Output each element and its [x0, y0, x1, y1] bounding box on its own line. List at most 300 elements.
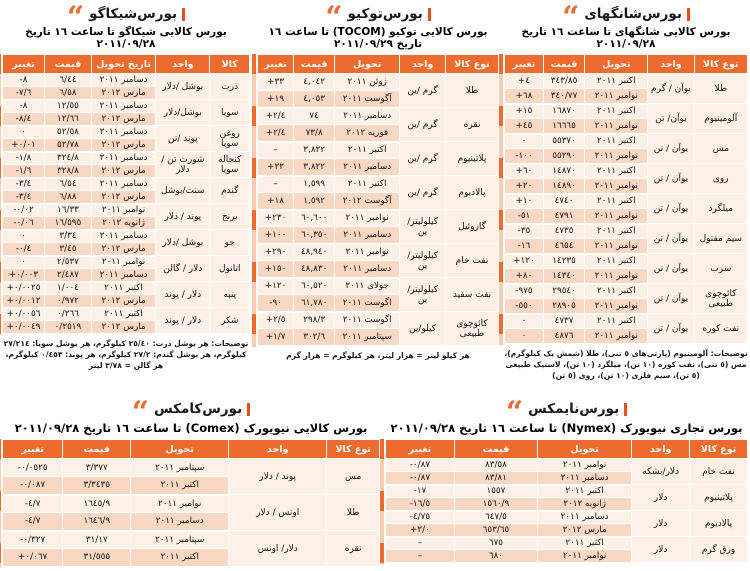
- table-row: [386, 511, 748, 524]
- header-rule: [247, 403, 250, 416]
- change-cell: -٣/٤: [3, 178, 45, 191]
- delivery-cell: دسامبر ٢٠١١: [538, 472, 632, 485]
- unit-cell: دلار/ اونس: [229, 531, 327, 567]
- column-header: قیمت: [294, 55, 335, 74]
- price-cell: ١٢/٥٥: [45, 100, 92, 113]
- table-row: [3, 178, 250, 191]
- unit-cell: دلار: [632, 537, 690, 563]
- change-cell: +١٨: [258, 193, 294, 210]
- commodity-cell: گندم: [210, 178, 250, 204]
- change-cell: +٦٨: [505, 89, 544, 104]
- delivery-cell: جولای ٢٠١١: [335, 278, 400, 295]
- change-cell: +٠/٠٠٤٩: [3, 321, 45, 334]
- price-cell: ٢/٥٣٧: [45, 256, 92, 269]
- price-cell: ٦٨٠: [454, 550, 537, 563]
- delivery-cell: اکتبر ٢٠١١: [131, 477, 229, 495]
- change-cell: -٨: [3, 100, 45, 113]
- commodity-table-nymex: [385, 439, 748, 564]
- unit-cell: گرم /ین: [400, 142, 446, 176]
- column-header: تحویل: [538, 440, 632, 459]
- change-cell: –: [386, 550, 455, 563]
- price-cell: ١٦/٥٩٥: [45, 217, 92, 230]
- change-cell: +٢٩٠: [258, 244, 294, 261]
- price-cell: ٦٤٧/٥: [454, 511, 537, 524]
- delivery-cell: ژانویه ٢٠١٢: [91, 217, 155, 230]
- table-row: [386, 485, 748, 498]
- delivery-cell: نوامبر ٢٠١١: [585, 89, 648, 104]
- commodity-cell: روغن سویا: [210, 126, 250, 152]
- change-cell: +٢٠: [505, 179, 544, 194]
- delivery-cell: دسامبر ٢٠١١: [91, 100, 155, 113]
- table-row: [258, 278, 499, 295]
- commodity-cell: نفت کوره: [694, 314, 747, 344]
- delivery-cell: اگوست ٢٠١١: [335, 295, 400, 312]
- change-cell: -٤/٧: [3, 495, 63, 513]
- price-cell: ٦٠,٥٢٠: [294, 278, 335, 295]
- exchange-nymex: [385, 395, 748, 564]
- column-header-row: [505, 55, 748, 74]
- price-cell: ٦١,٧٨٠: [294, 295, 335, 312]
- change-cell: +١٢٠: [258, 278, 294, 295]
- price-cell: ٣٢٨/٨: [45, 165, 92, 178]
- delivery-cell: اکتبر ٢٠١١: [585, 194, 648, 209]
- price-cell: ٢/٤٨٧: [45, 269, 92, 282]
- unit-cell: یوآن / تن: [648, 134, 694, 164]
- commodity-cell: روی: [694, 164, 747, 194]
- delivery-cell: ژانویه ٢٠١٢: [538, 498, 632, 511]
- section-title: بورس‌شیکاگو: [89, 6, 178, 22]
- commodity-cell: طلا: [327, 495, 380, 531]
- change-cell: -٠/٣٢٧: [3, 531, 63, 549]
- unit-cell: سنت/بوشل: [156, 178, 210, 204]
- header-rule: [624, 403, 627, 416]
- quote-icon: “: [505, 395, 524, 430]
- delivery-cell: مارس ٢٠١٢: [91, 87, 155, 100]
- table-row: [505, 254, 748, 269]
- accent-strip: [0, 54, 1, 335]
- change-cell: ٠: [505, 329, 544, 344]
- price-cell: ٤٨٧٦: [543, 329, 584, 344]
- delivery-cell: دسامبر ٢٠١١: [335, 159, 400, 176]
- delivery-cell: سپتامبر ٢٠١١: [131, 531, 229, 549]
- column-header: کالا: [210, 55, 250, 74]
- change-cell: +٢٢: [258, 159, 294, 176]
- delivery-cell: اکتبر ٢٠١١: [538, 537, 632, 550]
- column-header: تغییر: [258, 55, 294, 74]
- price-cell: ٣/٤٥: [45, 243, 92, 256]
- exchange-chicago: [2, 0, 250, 372]
- delivery-cell: اکتبر ٢٠١١: [585, 104, 648, 119]
- table-row: [3, 282, 250, 295]
- section-title: بورس‌شانگهای: [584, 6, 682, 22]
- table-title: بورس کالایی شانگهای تا ساعت ١٦ تاریخ ٢٠١١/٠٩/٢٨: [521, 26, 731, 50]
- header-rule: [182, 8, 185, 21]
- delivery-cell: اکتبر ٢٠١١: [585, 74, 648, 89]
- delivery-cell: اکتبر ٢٠١١: [585, 314, 648, 329]
- price-cell: ٦٥٣/٦٥: [454, 524, 537, 537]
- unit-cell: کیلولیتر/ ین: [400, 244, 446, 278]
- price-cell: ٤٨,٨٣٠: [294, 261, 335, 278]
- delivery-cell: آگوست ٢٠١٢: [335, 193, 400, 210]
- column-header-row: [3, 440, 380, 459]
- commodity-cell: آلومینیوم: [694, 104, 747, 134]
- change-cell: +٢/٠: [386, 524, 455, 537]
- unit-cell: گرم /ین: [400, 74, 446, 108]
- column-header: واحد: [400, 55, 446, 74]
- change-cell: –: [258, 142, 294, 159]
- commodity-cell: ذرت: [210, 74, 250, 100]
- price-cell: ١٥٥٧: [454, 485, 537, 498]
- header-rule: [428, 8, 431, 21]
- delivery-cell: نوامبر ٢٠١١: [585, 209, 648, 224]
- table-row: [258, 176, 499, 193]
- change-cell: +١٠: [505, 194, 544, 209]
- delivery-cell: مارس ٢٠١٢: [91, 295, 155, 308]
- change-cell: -٠/٠٥٢٥: [3, 459, 63, 477]
- column-header: قیمت: [543, 55, 584, 74]
- unit-cell: گرم /ین: [400, 176, 446, 210]
- change-cell: +١/٧: [258, 329, 294, 346]
- delivery-cell: نوامبر ٢٠١١: [585, 149, 648, 164]
- table-row: [505, 224, 748, 239]
- price-cell: ٢٩٨/٣: [294, 312, 335, 329]
- commodity-table-tokyo: [257, 54, 499, 347]
- column-header: تحویل: [335, 55, 400, 74]
- section-header-chicago: [2, 0, 250, 35]
- commodity-cell: نفت خام: [445, 244, 498, 278]
- price-cell: ٦/٥٤: [45, 178, 92, 191]
- change-cell: -٠/٠٢: [3, 204, 45, 217]
- column-header: قیمت: [45, 55, 92, 74]
- delivery-cell: نوامبر ٢٠١١: [335, 210, 400, 227]
- price-cell: ٤٨,٩٤٠: [294, 244, 335, 261]
- delivery-cell: دسامبر ٢٠١١: [91, 126, 155, 139]
- delivery-cell: نوامبر ٢٠١١: [538, 550, 632, 563]
- table-row: [3, 100, 250, 113]
- table-row: [505, 284, 748, 299]
- unit-cell: کیلولیتر/ ین: [400, 210, 446, 244]
- column-header: نوع کالا: [327, 440, 380, 459]
- change-cell: -١٠٠: [505, 149, 544, 164]
- table-row: [386, 537, 748, 550]
- price-cell: ١٤٢٣٥: [543, 254, 584, 269]
- column-header: تحویل: [585, 55, 648, 74]
- price-cell: ٤,٠٤٢: [294, 74, 335, 91]
- price-cell: ٠/٩٧٢: [45, 295, 92, 308]
- price-cell: ١/٠٠٤: [45, 282, 92, 295]
- unit-cell: یوآن / تن: [648, 164, 694, 194]
- delivery-cell: مارس ٢٠١٢: [91, 321, 155, 334]
- commodity-cell: مس: [327, 459, 380, 495]
- table-footnote: توضیحات: هر بوشل ذرت: ٢٥/٤٠ کیلوگرم، هر بوشل سویا: ٢٧/٢١٤ کیلوگرم، هر بوشل گندم: ٢٧/٢ کیلوگرم، هر پوند: ٠/٤٥٣ کیلوگرم، هر گالن = ٣/٧٨ لیتر: [3, 338, 249, 371]
- change-cell: +١٥٠: [258, 261, 294, 278]
- price-cell: ٤٧٣٥: [543, 224, 584, 239]
- commodity-cell: پلاتینیوم: [690, 485, 748, 511]
- table-row: [3, 74, 250, 87]
- table-row: [3, 495, 380, 513]
- column-header-row: [386, 440, 748, 459]
- commodity-cell: پالادیوم: [690, 511, 748, 537]
- price-cell: ٣,٨٢٢: [294, 142, 335, 159]
- change-cell: +٢/٤: [258, 125, 294, 142]
- unit-cell: بوشل /دلار: [156, 230, 210, 256]
- section-title: بورس‌کامکس: [154, 401, 243, 417]
- column-header: واحد: [648, 55, 694, 74]
- price-cell: ٦٠,٣٥٠: [294, 227, 335, 244]
- change-cell: +٤: [505, 74, 544, 89]
- price-cell: ١٦/٣٣: [45, 204, 92, 217]
- change-cell: –: [386, 537, 455, 550]
- price-cell: ٦/٥٨: [45, 87, 92, 100]
- section-header-tokyo: [257, 0, 499, 35]
- change-cell: ٠: [3, 230, 45, 243]
- unit-cell: پوند / دلار: [156, 204, 210, 230]
- exchange-shanghai: [504, 0, 748, 382]
- delivery-cell: دسامبر ٢٠١١: [335, 108, 400, 125]
- commodity-cell: نقره: [445, 108, 498, 142]
- unit-cell: دلار: [632, 511, 690, 537]
- change-cell: ٠: [505, 314, 544, 329]
- price-cell: ٣/٣٧٧: [63, 459, 131, 477]
- commodity-cell: نقره: [327, 531, 380, 567]
- delivery-cell: اکتبر ٢٠١١: [335, 142, 400, 159]
- commodity-cell: نفت سفید: [445, 278, 498, 312]
- delivery-cell: نوامبر ٢٠١١: [538, 459, 632, 472]
- section-header-shanghai: [504, 0, 748, 35]
- column-header: واحد: [632, 440, 690, 459]
- delivery-cell: اکتبر ٢٠١١: [585, 164, 648, 179]
- price-cell: ١٥٦٠/٩: [454, 498, 537, 511]
- price-cell: ٥٢/٥٨: [45, 126, 92, 139]
- column-header-row: [3, 55, 250, 74]
- unit-cell: پوند /تن: [156, 126, 210, 152]
- commodity-cell: مس: [694, 134, 747, 164]
- change-cell: -٣/٤: [3, 191, 45, 204]
- commodity-cell: اتانول: [210, 256, 250, 282]
- change-cell: -١٦: [505, 239, 544, 254]
- table-row: [505, 74, 748, 89]
- table-title: بورس تجاری نیویورک (Nymex) تا ساعت ١٦ تاریخ ٢٠١١/٠٩/٢٨: [390, 421, 743, 435]
- table-row: [258, 210, 499, 227]
- price-cell: ٣٤٣/٨٥: [543, 74, 584, 89]
- unit-cell: شورت تن /دلار: [156, 152, 210, 178]
- delivery-cell: نوامبر ٢٠١١: [585, 179, 648, 194]
- column-header: تحویل: [131, 440, 229, 459]
- delivery-cell: نوامبر ٢٠١١: [585, 119, 648, 134]
- delivery-cell: مارس ٢٠١٢: [91, 165, 155, 178]
- column-header: نوع کالا: [445, 55, 498, 74]
- price-cell: ٨٣/٥٨: [454, 459, 537, 472]
- unit-cell: یوآن / تن: [648, 284, 694, 314]
- delivery-cell: مارس ٢٠١٢: [91, 243, 155, 256]
- delivery-cell: دسامبر ٢٠١١: [91, 178, 155, 191]
- price-cell: ٦٠,٦٠٠: [294, 210, 335, 227]
- unit-cell: کیلو/ین: [400, 312, 446, 346]
- price-cell: ١٢/٦٦: [45, 113, 92, 126]
- commodity-cell: پنبه: [210, 282, 250, 308]
- commodity-cell: پلاتینیوم: [445, 142, 498, 176]
- delivery-cell: دسامبر ٢٠١١: [91, 269, 155, 282]
- delivery-cell: اکتبر ٢٠١١: [91, 308, 155, 321]
- accent-strip: [380, 439, 384, 564]
- delivery-cell: دسامبر ٢٠١١: [91, 74, 155, 87]
- delivery-cell: نوامبر ٢٠١١: [91, 256, 155, 269]
- change-cell: ٠: [3, 126, 45, 139]
- change-cell: +٠/٠٠٣: [3, 269, 45, 282]
- column-header: قیمت: [454, 440, 537, 459]
- change-cell: +١٥: [505, 104, 544, 119]
- price-cell: ١٤٨٩٠: [543, 179, 584, 194]
- unit-cell: یوآن / تن: [648, 194, 694, 224]
- commodity-table-comex: [2, 439, 380, 568]
- commodity-cell: طلا: [694, 74, 747, 104]
- table-title: بورس کالایی شیکاگو تا ساعت ١٦ تاریخ ٢٠١١/٠٩/٢٨: [25, 26, 227, 50]
- unit-cell: یوآن / تن: [648, 314, 694, 344]
- commodity-cell: نفت خام: [690, 459, 748, 485]
- price-cell: ٤٦٥٤: [543, 239, 584, 254]
- price-cell: ٥٥٣٧٠: [543, 134, 584, 149]
- price-cell: ٦٧٥: [454, 537, 537, 550]
- price-cell: ٠/٢٥١٩: [45, 321, 92, 334]
- price-cell: ٣/٣٤٣٥: [63, 477, 131, 495]
- change-cell: -١٧: [386, 485, 455, 498]
- delivery-cell: اکتبر ٢٠١١: [538, 485, 632, 498]
- change-cell: ٠: [505, 134, 544, 149]
- table-footnote: توضیحات: آلومینیوم (پارتی‌های ٥ تنی)، طلا (شمش یک کیلوگرم)، مس (٥ تنی)، نفت کوره (١٠ تن)، میلگرد (١٠ تن)، لاستیک طبیعی (٥ تن)، سیم فلزی (١٠ تن)، روی (٥ تن): [504, 348, 748, 381]
- change-cell: -٩٠: [258, 295, 294, 312]
- commodity-table-shanghai: [504, 54, 748, 345]
- change-cell: -٥١: [505, 209, 544, 224]
- price-cell: ٣٤٠/٧٧: [543, 89, 584, 104]
- unit-cell: بوشل /دلار: [156, 74, 210, 100]
- section-title: بورس‌توکیو: [347, 6, 423, 22]
- change-cell: +٦٠: [505, 164, 544, 179]
- unit-cell: اونس / دلار: [229, 495, 327, 531]
- price-cell: ٥٢/٧٨: [45, 139, 92, 152]
- table-row: [258, 244, 499, 261]
- price-cell: ٤,٠٥٣: [294, 91, 335, 108]
- quote-icon: “: [325, 0, 343, 35]
- unit-cell: یوآن / تن: [648, 254, 694, 284]
- commodity-cell: برنج: [210, 204, 250, 230]
- change-cell: +٢٣٠: [258, 210, 294, 227]
- change-cell: -٠/٤: [3, 243, 45, 256]
- price-cell: ٦/٤٤: [45, 74, 92, 87]
- change-cell: -٠/٠٨٧: [3, 477, 63, 495]
- quote-icon: “: [66, 0, 85, 35]
- delivery-cell: اگوست ٢٠١١: [335, 312, 400, 329]
- delivery-cell: مارس ٢٠١٢: [91, 191, 155, 204]
- price-cell: ٢٩٥٤٠: [543, 284, 584, 299]
- column-header: واحد: [156, 55, 210, 74]
- column-header: تغییر: [3, 55, 45, 74]
- exchange-comex: [2, 395, 380, 568]
- change-cell: -٥٥٠: [505, 299, 544, 314]
- column-header: قیمت: [63, 440, 131, 459]
- unit-cell: گرم /ین: [400, 108, 446, 142]
- table-row: [3, 531, 380, 549]
- change-cell: -١٦/٥: [386, 498, 455, 511]
- table-title: بورس کالایی توکیو (TOCOM) تا ساعت ١٦ تاریخ ٢٠١١/٠٩/٢٩: [268, 26, 488, 50]
- price-cell: ٧٤: [294, 108, 335, 125]
- delivery-cell: نوامبر ٢٠١١: [585, 329, 648, 344]
- unit-cell: یوآن/ تن: [648, 104, 694, 134]
- commodity-cell: سرب: [694, 254, 747, 284]
- change-cell: -١/٨: [3, 152, 45, 165]
- delivery-cell: اکتبر ٢٠١١: [131, 549, 229, 567]
- delivery-cell: دسامبر ٢٠١١: [91, 152, 155, 165]
- commodity-cell: کنجاله سویا: [210, 152, 250, 178]
- commodity-cell: جو: [210, 230, 250, 256]
- column-header: تغییر: [3, 440, 63, 459]
- price-cell: ٤٧٣٧: [543, 314, 584, 329]
- table-row: [505, 164, 748, 179]
- change-cell: +٠/٠٠٢٥: [3, 282, 45, 295]
- price-cell: ١٤٣٤٠: [543, 269, 584, 284]
- table-row: [505, 134, 748, 149]
- change-cell: +٢/٤: [258, 108, 294, 125]
- change-cell: -٧/٦: [3, 87, 45, 100]
- header-rule: [687, 8, 690, 21]
- delivery-cell: اکتبر ٢٠١١: [585, 134, 648, 149]
- change-cell: +٠/٠٠٥٦: [3, 308, 45, 321]
- price-cell: ٧٣/٨: [294, 125, 335, 142]
- change-cell: -١/٦: [3, 165, 45, 178]
- unit-cell: دلار/بشکه: [632, 459, 690, 485]
- change-cell: +٠/٠٠١٢: [3, 295, 45, 308]
- quote-icon: “: [131, 395, 150, 430]
- commodity-cell: ورق گرم: [690, 537, 748, 563]
- accent-strip: [252, 54, 256, 347]
- commodity-cell: پالادیوم: [445, 176, 498, 210]
- unit-cell: کیلولیتر/ ین: [400, 278, 446, 312]
- price-cell: ١٦٨٧٠: [543, 104, 584, 119]
- change-cell: -٠/٨٧: [386, 472, 455, 485]
- unit-cell: یوآن / گرم: [648, 74, 694, 104]
- price-cell: ٤٧٩١: [543, 209, 584, 224]
- delivery-cell: سپتامبر ٢٠١١: [335, 329, 400, 346]
- column-header: نوع کالا: [690, 440, 748, 459]
- change-cell: +١٢٠: [505, 254, 544, 269]
- unit-cell: بوشل/دلار: [156, 100, 210, 126]
- change-cell: +١٠٠: [258, 227, 294, 244]
- accent-strip: [499, 54, 503, 345]
- delivery-cell: مارس ٢٠١٢: [91, 139, 155, 152]
- commodity-table-chicago: [2, 54, 250, 335]
- unit-cell: دلار / گالن: [156, 256, 210, 282]
- price-cell: ١٦٤٦/٩: [63, 513, 131, 531]
- table-row: [386, 459, 748, 472]
- price-cell: ٦/٨٨: [45, 191, 92, 204]
- change-cell: +٤٥: [505, 119, 544, 134]
- table-row: [258, 108, 499, 125]
- delivery-cell: نوامبر ٢٠١١: [585, 299, 648, 314]
- delivery-cell: دسامبر ٢٠١١: [538, 511, 632, 524]
- section-title: بورس‌نایمکس: [528, 401, 620, 417]
- change-cell: -٤/٧: [3, 513, 63, 531]
- change-cell: +٠/٠١: [3, 139, 45, 152]
- commodity-cell: سیم مفتول: [694, 224, 747, 254]
- delivery-cell: اکتبر ٢٠١١: [335, 176, 400, 193]
- unit-cell: دلار: [632, 485, 690, 511]
- price-cell: ١,٥٩٩: [294, 176, 335, 193]
- column-header: تغییر: [505, 55, 544, 74]
- accent-strip: [0, 439, 1, 568]
- price-cell: ٣٢٤/٨: [45, 152, 92, 165]
- table-row: [3, 308, 250, 321]
- column-header: تاریخ تحویل: [91, 55, 155, 74]
- price-cell: ٠/٢٦٦: [45, 308, 92, 321]
